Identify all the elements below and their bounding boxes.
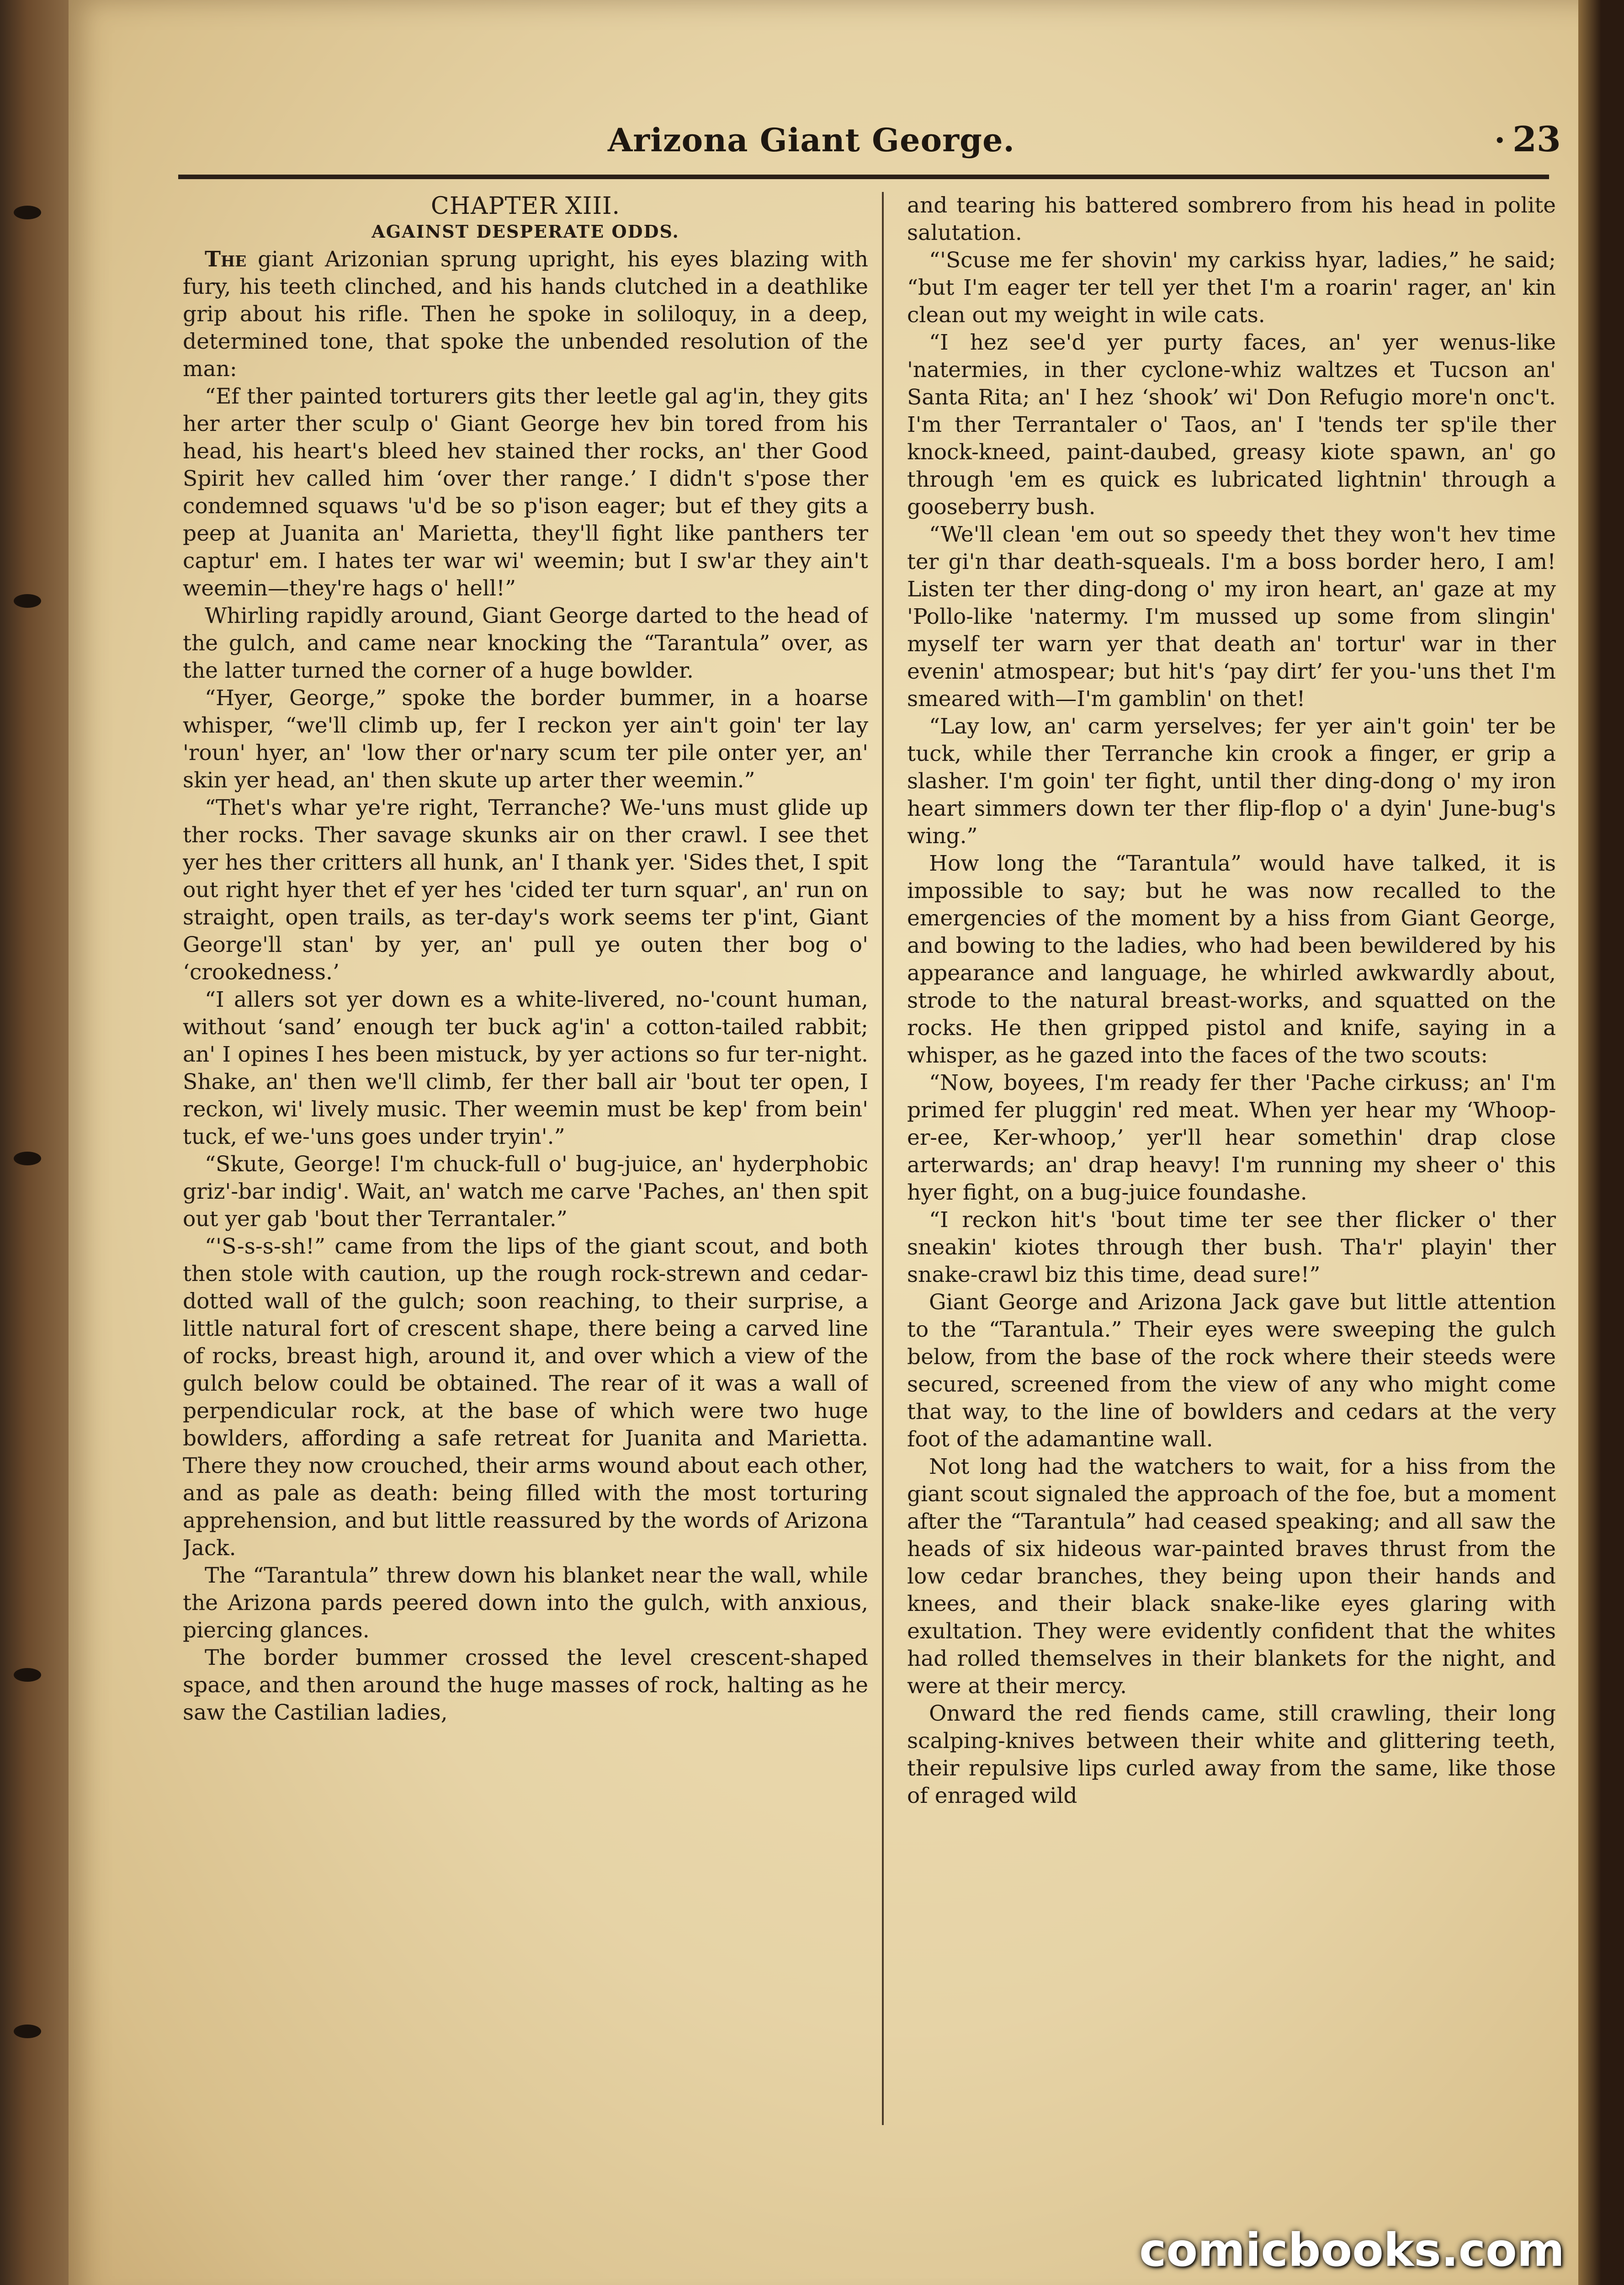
paragraph: “We'll clean 'em out so speedy thet they won't hev time ter gi'n thar death-squeals. I'm a boss border hero, I am! Listen ter ther ding-dong o' my iron heart, an' gaze at my 'Pollo-like 'natermy. I'm mussed up some from slingin' myself ter warn yer that death an' tortur' war in ther evenin' atmospear; but hit's ‘pay dirt’ fer you-'uns thet I'm smeared with—I'm gamblin' on thet! [907, 522, 1556, 712]
binding-stitch [14, 1152, 41, 1165]
chapter-heading: CHAPTER XIII. [430, 192, 621, 220]
paragraph: “'S-s-s-sh!” came from the lips of the giant scout, and both then stole with caution, up the rough rock-strewn and cedar-dotted wall of the gulch; soon reaching, to their surprise, a little natural fort of crescent shape, there being a carved line of rocks, breast high, around it, and over which a view of the gulch below could be obtained. The rear of it was a wall of perpendicular rock, at the base of which were two huge bowlders, affording a safe retreat for Juanita and Marietta. There they now crouched, their arms wound about each other, and as pale as death: being filled with the most torturing apprehension, and but little reassured by the words of Arizona Jack. [183, 1234, 868, 1561]
paragraph: The “Tarantula” threw down his blanket near the wall, while the Arizona pards peered down into the gulch, with anxious, piercing glances. [183, 1563, 868, 1643]
running-header [594, 110, 1561, 178]
binding-stitch [14, 206, 41, 219]
column-divider [882, 192, 884, 2125]
paragraph: “Skute, George! I'm chuck-full o' bug-juice, an' hyderphobic griz'-bar indig'. Wait, an' watch me carve 'Paches, an' then spit out yer gab 'bout ther Terrantaler.” [183, 1152, 868, 1232]
lead-word: The [205, 247, 247, 272]
paragraph: “I allers sot yer down es a white-livered, no-'count human, without ‘sand’ enough ter buck ag'in' a cotton-tailed rabbit; an' I opines I hes been mistuck, by yer actions so fur ter-night. Shake, an' then we'll climb, fer ther ball air 'bout ter open, I reckon, wi' lively music. Ther weemin must be kep' from bein' tuck, ef we-'uns goes under tryin'.” [183, 987, 868, 1149]
paragraph: The giant Arizonian sprung upright, his eyes blazing with fury, his teeth clinched, and his hands clutched in a deathlike grip about his rifle. Then he spoke in soliloquy, in a deep, determined tone, that spoke the unbended resolution of the man: [183, 247, 868, 382]
paragraph: Not long had the watchers to wait, for a hiss from the giant scout signaled the approach of the foe, but a moment after the “Tarantula” had ceased speaking; and all saw the heads of six hideous war-painted braves thrust from the low cedar branches, they being upon their hands and knees, and their black snake-like eyes glaring with exultation. They were evidently confident that the whites had rolled themselves in their blankets for the night, and were at their mercy. [907, 1454, 1556, 1699]
site-watermark: comicbooks.com [1139, 2223, 1565, 2277]
right-column [907, 192, 1556, 2125]
paragraph: and tearing his battered sombrero from his head in polite salutation. [907, 193, 1556, 245]
paragraph: “Ef ther painted torturers gits ther leetle gal ag'in, they gits her arter ther sculp o' Giant George hev bin tored from his head, his heart's bleed hev stained ther rocks, an' ther Good Spirit hev called him ‘over ther range.’ I didn't s'pose ther condemned squaws 'u'd be so p'ison eager; but ef they gits a peep at Juanita an' Marietta, they'll fight like panthers ter captur' em. I hates ter war wi' weemin; but I sw'ar they ain't weemin—they're hags o' hell!” [183, 384, 868, 601]
binding-stitch [14, 2025, 41, 2038]
paragraph: “'Scuse me fer shovin' my carkiss hyar, ladies,” he said; “but I'm eager ter tell yer thet I'm a roarin' rager, an' kin clean out my weight in wile cats. [907, 248, 1556, 328]
paragraph: “Hyer, George,” spoke the border bummer, in a hoarse whisper, “we'll climb up, fer I reckon yer ain't goin' ter lay 'roun' hyer, an' 'low ther or'nary scum ter pile onter yer, an' skin yer head, an' then skute up arter ther weemin.” [183, 686, 868, 793]
header-dot: · [1494, 121, 1506, 159]
paragraph: “I hez see'd yer purty faces, an' yer wenus-like 'natermies, in ther cyclone-whiz waltzes et Tucson an' Santa Rita; an' I hez ‘shook’ wi' Don Refugio more'n onc't. I'm ther Terrantaler o' Taos, an' I 'tends ter sp'ile ther knock-kneed, paint-daubed, greasy kiote spawn, an' go through 'em es quick es lubricated lightnin' through a gooseberry bush. [907, 330, 1556, 520]
paragraph: “Thet's whar ye're right, Terranche? We-'uns must glide up ther rocks. Ther savage skunks air on ther crawl. I see thet yer hes ther critters all hunk, an' I thank yer. 'Sides thet, I spit out right hyer thet ef yer hes 'cided ter turn squar', an' run on straight, open trails, as ter-day's work seems ter p'int, Giant George'll stan' by yer, an' pull ye outen ther bog o' ‘crookedness.’ [183, 795, 868, 985]
book-binding [0, 0, 69, 2285]
paragraph: “Now, boyees, I'm ready fer ther 'Pache cirkuss; an' I'm primed fer pluggin' red meat. When yer hear my ‘Whoop-er-ee, Ker-whoop,’ yer'll hear somethin' drap close arterwards; an' drap heavy! I'm running my sheer o' this hyer fight, on a bug-juice foundashe. [907, 1070, 1556, 1205]
paragraph: “I reckon hit's 'bout time ter see ther flicker o' ther sneakin' kiotes through ther bush. Tha'r' playin' ther snake-crawl biz this time, dead sure!” [907, 1207, 1556, 1287]
page-edge [1578, 0, 1601, 2285]
binding-stitch [14, 594, 41, 608]
left-column [183, 192, 868, 2125]
paragraph: Onward the red fiends came, still crawling, their long scalping-knives between their white and glittering teeth, their repulsive lips curled away from the same, like those of enraged wild [907, 1701, 1556, 1808]
paragraph: How long the “Tarantula” would have talked, it is impossible to say; but he was now recalled to the emergencies of the moment by a hiss from Giant George, and bowing to the ladies, who had been bewildered by his appearance and language, he whirled awkwardly about, strode to the natural breast-works, and squatted on the rocks. He then gripped pistol and knife, saying in a whisper, as he gazed into the faces of the two scouts: [907, 851, 1556, 1068]
chapter-subheading: AGAINST DESPERATE ODDS. [372, 221, 679, 242]
paragraph: The border bummer crossed the level crescent-shaped space, and then around the huge masses of rock, halting as he saw the Castilian ladies, [183, 1645, 868, 1725]
page-number: 23 [1513, 119, 1561, 159]
paragraph: “Lay low, an' carm yerselves; fer yer ain't goin' ter be tuck, while ther Terranche kin crook a finger, er grip a slasher. I'm goin' ter fight, until ther ding-dong o' my iron heart simmers down ter ther flip-flop o' a dyin' June-bug's wing.” [907, 714, 1556, 849]
running-title: Arizona Giant George. [608, 121, 1015, 159]
header-rule [178, 175, 1549, 179]
paragraph: Whirling rapidly around, Giant George darted to the head of the gulch, and came near knocking the “Tarantula” over, as the latter turned the corner of a huge bowlder. [183, 603, 868, 683]
binding-stitch [14, 1668, 41, 1682]
book-page [69, 0, 1601, 2285]
paragraph: Giant George and Arizona Jack gave but little attention to the “Tarantula.” Their eyes were sweeping the gulch below, from the base of the rock where their steeds were secured, screened from the view of any who might come that way, to the line of bowlders and cedars at the very foot of the adamantine wall. [907, 1290, 1556, 1452]
